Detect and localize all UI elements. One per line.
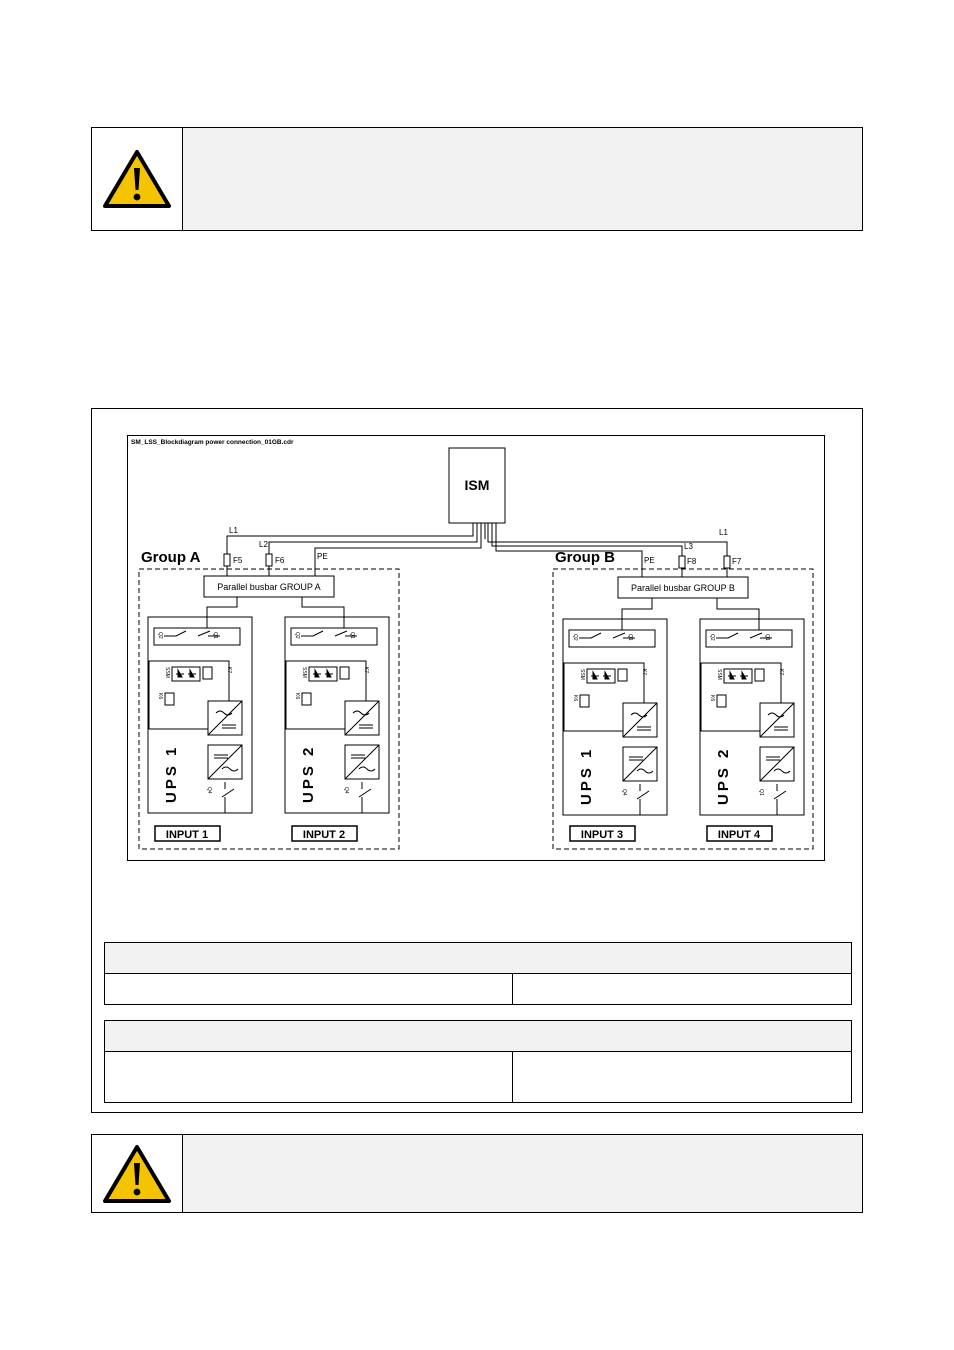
q1-label: Q1 [349,632,355,639]
table-1-cell [513,974,852,1005]
figure-frame [91,408,863,1113]
input-2-label: INPUT 2 [302,829,346,841]
q4-label: Q4 [621,789,627,796]
line-label: PE [317,552,328,561]
fuse-label: F7 [732,557,742,566]
k7-label: K7 [641,669,647,676]
fuse-label: F8 [687,557,697,566]
ssm-label: SSM [301,667,307,678]
warning-box-bottom [91,1134,863,1213]
fuse-label: F5 [233,556,243,565]
q2-label: Q2 [157,632,163,639]
k7-label: K7 [363,667,369,674]
ssm-label: SSM [579,669,585,680]
table-2 [104,1020,852,1103]
ups-module [285,617,389,813]
table-1 [104,942,852,1005]
group-b-title: Group B [555,549,615,566]
table-2-header [105,1021,852,1052]
k6-label: K6 [294,693,300,700]
q1-label: Q1 [212,632,218,639]
ups-module [563,619,667,815]
k6-label: K6 [709,695,715,702]
q1-label: Q1 [764,634,770,641]
k6-label: K6 [157,693,163,700]
busbar-b-label: Parallel busbar GROUP B [631,583,735,593]
ups-name: UPS 1 [578,746,595,805]
ups-name: UPS 1 [163,744,180,803]
k7-label: K7 [778,669,784,676]
ssm-label: SSM [164,667,170,678]
warning-icon-cell [92,1135,183,1212]
warning-triangle-icon [101,148,173,210]
warning-triangle-icon [101,1143,173,1205]
q2-label: Q2 [709,634,715,641]
fuse-label: F6 [275,556,285,565]
input-1-label: INPUT 1 [165,829,209,841]
line-label: L2 [259,540,268,549]
power-connection-diagram [127,435,825,861]
line-label: PE [644,556,655,565]
q2-label: Q2 [572,634,578,641]
q4-label: Q4 [343,787,349,794]
input-4-label: INPUT 4 [717,829,761,841]
ism-label: ISM [464,477,490,493]
ups-name: UPS 2 [715,746,732,805]
q4-label: Q1 [758,789,764,796]
group-a-title: Group A [141,549,201,566]
line-label: L1 [229,526,238,535]
input-3-label: INPUT 3 [580,829,624,841]
q2-label: Q2 [294,632,300,639]
q4-label: Q4 [206,787,212,794]
table-2-cell [513,1052,852,1103]
q1-label: Q1 [627,634,633,641]
line-label: L3 [684,542,693,551]
busbar-a-label: Parallel busbar GROUP A [217,582,321,592]
k7-label: K7 [226,667,232,674]
warning-box-top [91,127,863,231]
k6-label: K6 [572,695,578,702]
ups-module [700,619,804,815]
warning-icon-cell [92,128,183,230]
table-1-header [105,943,852,974]
line-label: L1 [719,528,728,537]
table-2-cell [105,1052,513,1103]
ssm-label: SSM [716,669,722,680]
ups-name: UPS 2 [300,744,317,803]
ups-module [148,617,252,813]
table-1-cell [105,974,513,1005]
file-label: SM_LSS_Blockdiagram power connection_01GB.cdr [131,439,294,446]
